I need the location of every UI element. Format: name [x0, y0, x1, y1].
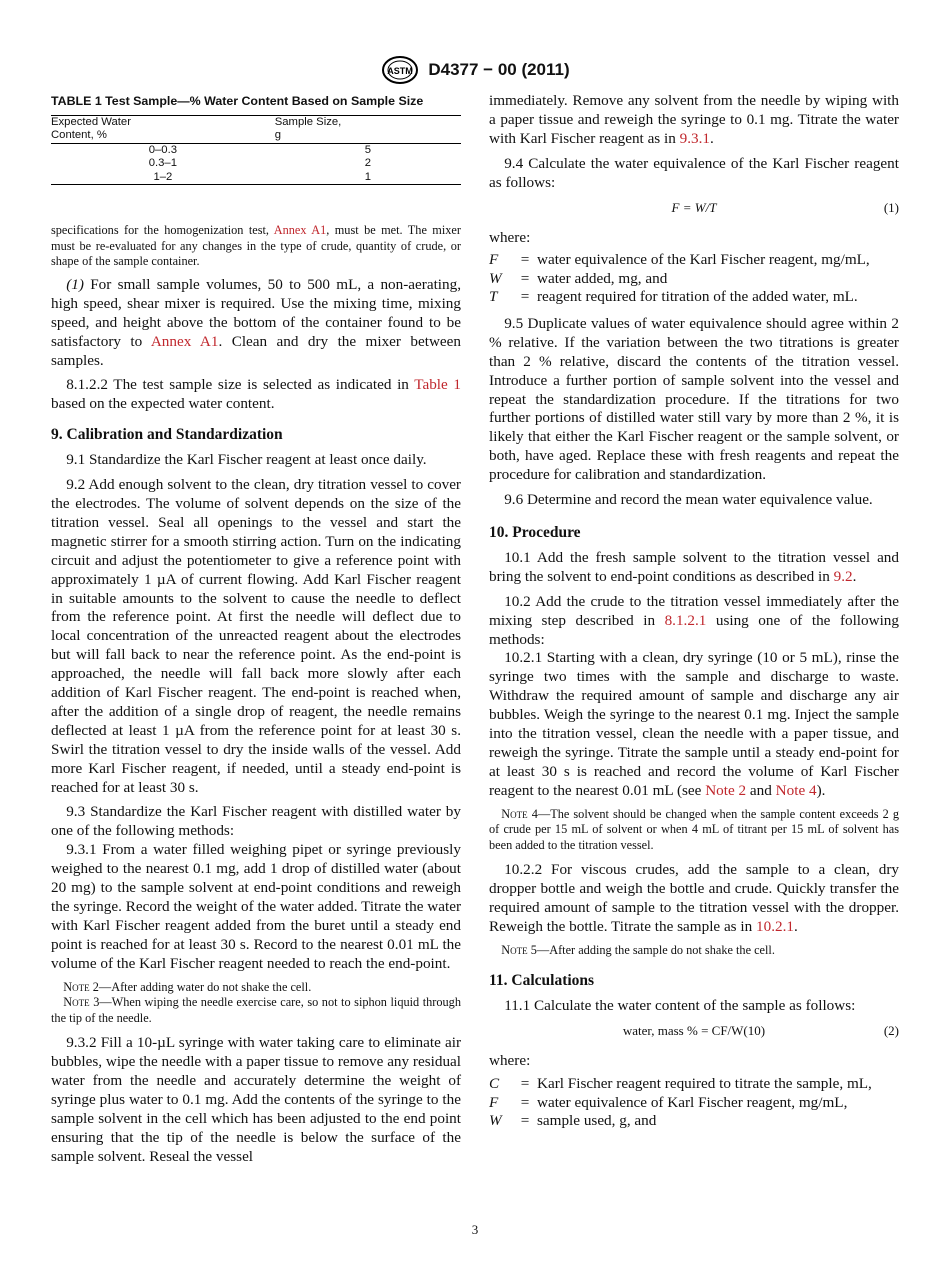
note-2-link[interactable]: Note 2 — [705, 781, 747, 799]
table-row: 1–2 1 — [153, 170, 372, 183]
table-row: 0.3–1 2 — [148, 157, 372, 170]
paragraph-10-2-1: 10.2.1 Starting with a clean, dry syringe (10 or 5 mL), rinse the syringe two times with the sample and discharge to waste. Withdraw the required amount of sample and discharge any air bubbles. Weigh the syringe to the nearest 0.1 mg. Inject the sample into the titration vessel, clean the needle with a paper tissue, and reweigh the syringe. Titrate the sample until a steady end-point for at least 30 s is reached and record the volume of Karl Fischer reagent to the nearest 0.01 mL (see Note 2 and Note 4). — [489, 649, 899, 799]
section-8-1-2-1-link[interactable]: 8.1.2.1 — [664, 611, 707, 629]
paragraph-10-1: 10.1 Add the fresh sample solvent to the titration vessel and bring the solvent to end-point conditions as described in 9.2. — [489, 548, 899, 585]
equation-1-expression: F = W/T — [671, 199, 717, 215]
note-4: Note 4—The solvent should be changed when the sample content exceeds 2 g of crude per 15 mL of solvent or when 4 mL of titrant per 15 mL of solvent has been added to the titration vessel. — [489, 806, 899, 852]
equation-1 — [489, 199, 899, 221]
annex-a1-link[interactable]: Annex A1 — [150, 332, 219, 350]
paragraph-9-3: 9.3 Standardize the Karl Fischer reagent with distilled water by one of the following methods: — [51, 803, 461, 840]
paragraph-9-6: 9.6 Determine and record the mean water equivalence value. — [504, 491, 873, 509]
section-11-heading: 11. Calculations — [489, 972, 595, 990]
astm-logo-icon — [380, 55, 420, 85]
col-header-size: Sample Size, g — [274, 115, 342, 142]
table-title: TABLE 1 Test Sample—% Water Content Based on Sample Size — [51, 94, 424, 108]
sample-size-table — [51, 115, 461, 186]
paragraph-9-3-2-cont: immediately. Remove any solvent from the needle by wiping with a paper tissue and reweigh the syringe to 0.1 mg. Titrate the water with Karl Fischer reagent as in 9.3.1. — [489, 92, 899, 147]
paragraph-9-1: 9.1 Standardize the Karl Fischer reagent at least once daily. — [66, 451, 427, 469]
left-column — [51, 92, 461, 1172]
where-label: where: — [489, 228, 531, 246]
paragraph-9-2: 9.2 Add enough solvent to the clean, dry titration vessel to cover the electrodes. The volume of solvent depends on the size of the titration vessel. Seal all openings to the vessel and start the magnetic stirrer for a smooth stirring action. Turn on the indicating circuit and adjust the potentiometer to give a reference point with approximately 1 µA of current flowing. Add Karl Fischer reagent in suitable amounts to the solvent to cause the needle to deflect from the reference point. At first the needle will deflect due to local concentration of the unreacted reagent about the electrodes but will fall back to near the reference point. As the end-point is approached, the needle will fall back more slowly after each addition of Karl Fischer reagent. The end-point is reached when, after the addition of a single drop of reagent, the needle remains deflected at least 1 µA from the reference point for at least 30 s. Swirl the titration vessel to dry the inside walls of the vessel. Add more Karl Fischer reagent, if needed, until a steady end-point is reached for at least 30 s. — [51, 476, 461, 796]
section-9-2-link[interactable]: 9.2 — [833, 567, 853, 585]
equation-2 — [489, 1022, 899, 1044]
section-9-3-1-link[interactable]: 9.3.1 — [679, 129, 711, 147]
table-1 — [51, 92, 461, 185]
paragraph-10-2-2: 10.2.2 For viscous crudes, add the sample to a clean, dry dropper bottle and weigh the bottle and crude. Quickly transfer the required amount of sample to the titration vessel with the dropper. Reweigh the bottle. Titrate the sample as in 10.2.1. — [489, 861, 899, 935]
definition-row: F = water equivalence of Karl Fischer reagent, mg/mL, — [489, 1093, 848, 1111]
col-header-content: Expected Water Content, % — [51, 115, 131, 142]
paragraph-8-1-2-2: 8.1.2.2 The test sample size is selected as indicated in Table 1 based on the expected water content. — [51, 376, 461, 413]
paragraph-spec: specifications for the homogenization test, Annex A1, must be met. The mixer must be re-evaluated for any changes in the type of crude, quantity of crude, or shape of the sample container. — [51, 223, 461, 269]
variable-definitions-2 — [489, 1075, 899, 1131]
table-row: 0–0.3 5 — [148, 143, 372, 156]
paragraph-9-3-1: 9.3.1 From a water filled weighing pipet or syringe previously weighed to the nearest 0.1 mg, add 1 drop of distilled water (about 20 mg) to the sample solvent at end-point conditions and reweigh the syringe. Record the weight of the water added. Titrate the water with Karl Fischer reagent added from the buret until a steady end point is reached for at least 30 s. Record to the nearest 0.01 mL the volume of the Karl Fischer reagent needed to reach the end-point. — [51, 841, 461, 972]
paragraph-9-5: 9.5 Duplicate values of water equivalence should agree within 2 % relative. If the variation between the two titrations is greater than 2 % relative, discard the contents of the titration vessel. Introduce a further portion of sample solvent into the vessel and repeat the standardization procedure. If the titrations for two further portions of distilled water still vary by more than 2 %, it is likely that either the Karl Fischer reagent or the sample solvent, or both, have aged. Replace these with fresh reagents and repeat the procedure for calibration and standardization. — [489, 314, 899, 484]
paragraph-11-1: 11.1 Calculate the water content of the sample as follows: — [504, 997, 856, 1015]
note-5: Note 5—After adding the sample do not shake the cell. — [501, 942, 775, 957]
table-1-link[interactable]: Table 1 — [414, 376, 461, 394]
note-3: Note 3—When wiping the needle exercise care, so not to siphon liquid through the tip of the needle. — [51, 995, 461, 1025]
section-10-2-1-link[interactable]: 10.2.1 — [756, 917, 794, 935]
equation-1-number: (1) — [883, 199, 899, 215]
paragraph-9-4: 9.4 Calculate the water equivalence of the Karl Fischer reagent as follows: — [489, 154, 899, 191]
equation-2-expression: water, mass % = CF/W(10) — [622, 1023, 766, 1039]
section-9-heading: 9. Calibration and Standardization — [51, 426, 283, 444]
annex-a1-link[interactable]: Annex A1 — [273, 223, 327, 238]
right-column — [489, 92, 899, 1139]
note-4-link[interactable]: Note 4 — [775, 781, 817, 799]
where-label: where: — [489, 1052, 531, 1070]
definition-row: F = water equivalence of the Karl Fischer reagent, mg/mL, — [489, 251, 870, 269]
page-header — [0, 55, 950, 85]
standard-designation: D4377 − 00 (2011) — [428, 60, 570, 79]
section-10-heading: 10. Procedure — [489, 524, 581, 541]
logo-text: ASTM — [387, 66, 414, 76]
note-2: Note 2—After adding water do not shake the cell. — [63, 979, 312, 994]
paragraph-10-2: 10.2 Add the crude to the titration vessel immediately after the mixing step described in 8.1.2.1 using one of the following methods: — [489, 592, 899, 648]
page-number: 3 — [471, 1222, 479, 1237]
equation-2-number: (2) — [883, 1023, 899, 1039]
definition-row: T = reagent required for titration of the added water, mL. — [489, 288, 858, 306]
variable-definitions-1 — [489, 251, 899, 307]
definition-row: C = Karl Fischer reagent required to titrate the sample, mL, — [489, 1075, 872, 1093]
definition-row: W = sample used, g, and — [489, 1112, 657, 1130]
paragraph-9-3-2: 9.3.2 Fill a 10-µL syringe with water taking care to eliminate air bubbles, wipe the needle with a paper tissue to remove any residual water from the needle and accurately determine the weight of syringe plus water to 0.1 mg. Add the contents of the syringe to the sample solvent in the cell which has been adjusted to the end point ensuring that the tip of the needle is below the surface of the sample solvent. Reseal the vessel — [51, 1034, 461, 1165]
paragraph-1: (1) For small sample volumes, 50 to 500 mL, a non-aerating, high speed, shear mixer is required. Use the mixing time, mixing speed, and height above the bottom of the container found to be satisfactory to Annex A1. Clean and dry the mixer between samples. — [51, 275, 461, 369]
definition-row: W = water added, mg, and — [489, 269, 668, 287]
